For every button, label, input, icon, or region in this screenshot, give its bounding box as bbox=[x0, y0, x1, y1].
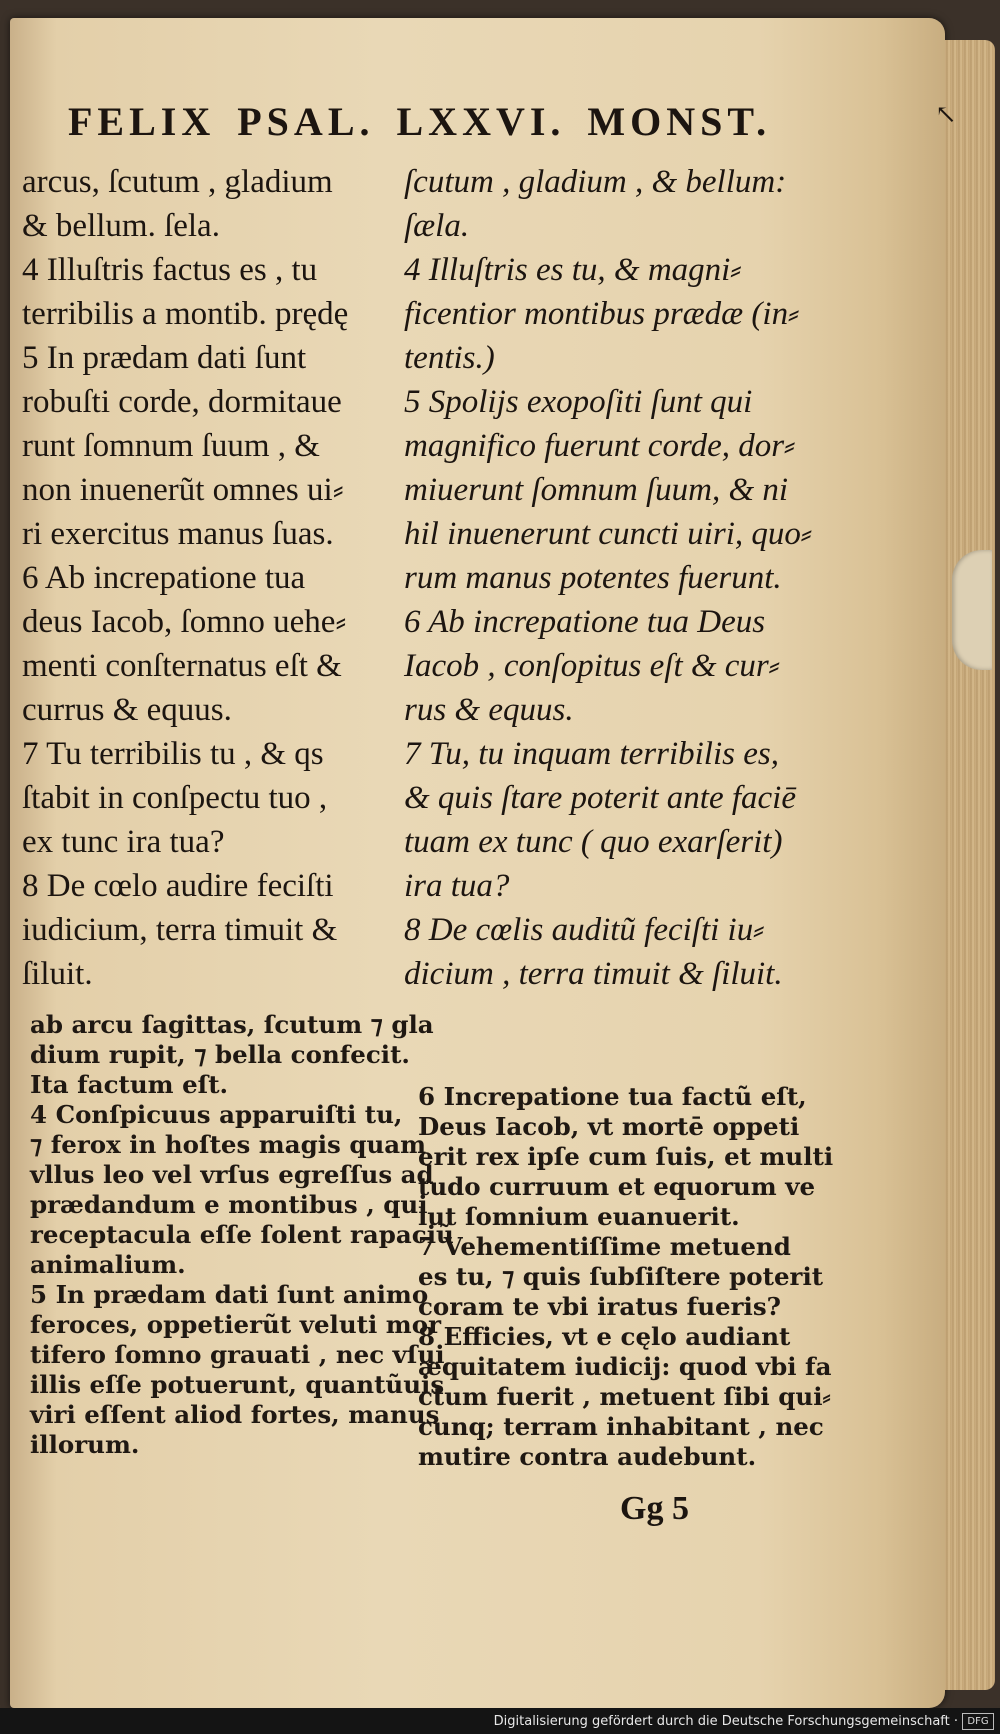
text-line: Iacob , conſopitus eſt & cur⸗ bbox=[404, 648, 780, 684]
text-line: hil inuenerunt cuncti uiri, quo⸗ bbox=[404, 516, 812, 552]
right-column-translation-text bbox=[404, 160, 832, 996]
text-line: ira tua? bbox=[404, 868, 510, 904]
commentary-line: es tu, ⁊ quis ſubſiſtere poterit bbox=[418, 1262, 824, 1291]
running-head-word: LXXVI. bbox=[396, 99, 566, 144]
text-line: ſcutum , gladium , & bellum: bbox=[404, 164, 787, 200]
text-line: tuam ex tunc ( quo exarſerit) bbox=[404, 824, 783, 860]
footer-credit: Digitalisierung gefördert durch die Deutsche Forschungsgemeinschaft · bbox=[493, 1714, 958, 1729]
text-line: & bellum. ſela. bbox=[22, 208, 220, 244]
commentary-line: 7 Vehementiſſime metuend bbox=[418, 1232, 791, 1261]
text-line: 5 Spolijs exopoſiti ſunt qui bbox=[404, 384, 753, 420]
text-line: deus Iacob, ſomno uehe⸗ bbox=[22, 604, 347, 640]
commentary-line: mutire contra audebunt. bbox=[418, 1442, 757, 1471]
text-line: ri exercitus manus ſuas. bbox=[22, 516, 334, 552]
commentary-line: 5 In prædam dati ſunt animo bbox=[30, 1280, 429, 1309]
commentary-line: viri eſſent aliod fortes, manus bbox=[30, 1400, 440, 1429]
commentary-line: 4 Conſpicuus apparuiſti tu, bbox=[30, 1100, 403, 1129]
commentary-line: æquitatem iudicij: quod vbi fa bbox=[418, 1352, 832, 1381]
page-tab-marker bbox=[952, 550, 992, 670]
text-line: rus & equus. bbox=[404, 692, 574, 728]
dfg-logo: DFG bbox=[962, 1713, 994, 1730]
commentary-line: ctum fuerit , metuent ſibi qui⸗ bbox=[418, 1382, 831, 1411]
commentary-left bbox=[30, 1010, 454, 1460]
text-line: 7 Tu, tu inquam terribilis es, bbox=[404, 736, 779, 772]
commentary-line: ab arcu ſagittas, ſcutum ⁊ gla bbox=[30, 1010, 434, 1039]
text-line: ſiluit. bbox=[22, 956, 93, 992]
commentary-line: illorum. bbox=[30, 1430, 140, 1459]
text-line: ex tunc ira tua? bbox=[22, 824, 225, 860]
commentary-line: coram te vbi iratus fueris? bbox=[418, 1292, 781, 1321]
text-line: & quis ſtare poterit ante faciē bbox=[404, 780, 796, 816]
text-line: non inuenerũt omnes ui⸗ bbox=[22, 472, 344, 508]
text-line: ſtabit in conſpectu tuo , bbox=[22, 780, 328, 816]
text-line: 4 Illuſtris es tu, & magni⸗ bbox=[404, 252, 742, 288]
commentary-line: ⁊ ferox in hoſtes magis quam bbox=[30, 1130, 427, 1159]
commentary-line: dium rupit, ⁊ bella confecit. bbox=[30, 1040, 410, 1069]
text-line: 5 In prædam dati ſunt bbox=[22, 340, 307, 376]
commentary-line: 8 Efficies, vt e cęlo audiant bbox=[418, 1322, 791, 1351]
text-line: rum manus potentes fuerunt. bbox=[404, 560, 782, 596]
book-fore-edge bbox=[945, 40, 995, 1690]
text-line: dicium , terra timuit & ſiluit. bbox=[404, 956, 783, 992]
text-line: magnifico fuerunt corde, dor⸗ bbox=[404, 428, 796, 464]
arrow-mark: ↖ bbox=[935, 100, 957, 130]
commentary-line: animalium. bbox=[30, 1250, 186, 1279]
commentary-line: tudo curruum et equorum ve bbox=[418, 1172, 816, 1201]
text-line: 4 Illuſtris factus es , tu bbox=[22, 252, 318, 288]
text-line: menti conſternatus eſt & bbox=[22, 648, 342, 684]
text-line: arcus, ſcutum , gladium bbox=[22, 164, 333, 200]
digitization-footer bbox=[0, 1708, 1000, 1734]
commentary-line: prædandum e montibus , qui bbox=[30, 1190, 428, 1219]
commentary-line: Deus Iacob, vt mortē oppeti bbox=[418, 1112, 800, 1141]
running-head-word: FELIX bbox=[68, 99, 216, 144]
commentary-line: lut ſomnium euanuerit. bbox=[418, 1202, 740, 1231]
text-line: 8 De cœlo audire feciſti bbox=[22, 868, 334, 904]
text-line: runt ſomnum ſuum , & bbox=[22, 428, 320, 464]
text-line: tentis.) bbox=[404, 340, 495, 376]
running-head-word: MONST. bbox=[587, 99, 772, 144]
text-line: iudicium, terra timuit & bbox=[22, 912, 338, 948]
text-line: ſæla. bbox=[404, 208, 470, 244]
commentary-line: 6 Increpatione tua factũ eſt, bbox=[418, 1082, 807, 1111]
commentary-line: vllus leo vel vrſus egreſſus ad bbox=[30, 1160, 434, 1189]
text-line: 6 Ab increpatione tua Deus bbox=[404, 604, 766, 640]
text-line: terribilis a montib. prędę bbox=[22, 296, 349, 332]
text-line: currus & equus. bbox=[22, 692, 232, 728]
text-line: 7 Tu terribilis tu , & qs bbox=[22, 736, 324, 772]
commentary-line: feroces, oppetierũt veluti mor bbox=[30, 1310, 441, 1339]
commentary-line: cunq; terram inhabitant , nec bbox=[418, 1412, 824, 1441]
text-line: 6 Ab increpatione tua bbox=[22, 560, 306, 596]
commentary-line: erit rex ipſe cum ſuis, et multi bbox=[418, 1142, 834, 1171]
text-line: ficentior montibus prædæ (in⸗ bbox=[404, 296, 800, 332]
left-column-vulgate-text bbox=[22, 160, 400, 996]
text-line: robuſti corde, dormitaue bbox=[22, 384, 342, 420]
running-head bbox=[68, 98, 928, 145]
commentary-line: tifero ſomno grauati , nec vſui bbox=[30, 1340, 445, 1369]
text-line: 8 De cœlis auditũ feciſti iu⸗ bbox=[404, 912, 765, 948]
text-line: miuerunt ſomnum ſuum, & ni bbox=[404, 472, 789, 508]
signature-mark: Gg 5 bbox=[620, 1490, 689, 1527]
commentary-right bbox=[418, 1082, 848, 1472]
running-head-word: PSAL. bbox=[237, 99, 375, 144]
commentary-line: Ita factum eſt. bbox=[30, 1070, 229, 1099]
commentary-line: illis eſſe potuerunt, quantũuis bbox=[30, 1370, 445, 1399]
commentary-line: receptacula eſſe ſolent rapaciũ bbox=[30, 1220, 454, 1249]
